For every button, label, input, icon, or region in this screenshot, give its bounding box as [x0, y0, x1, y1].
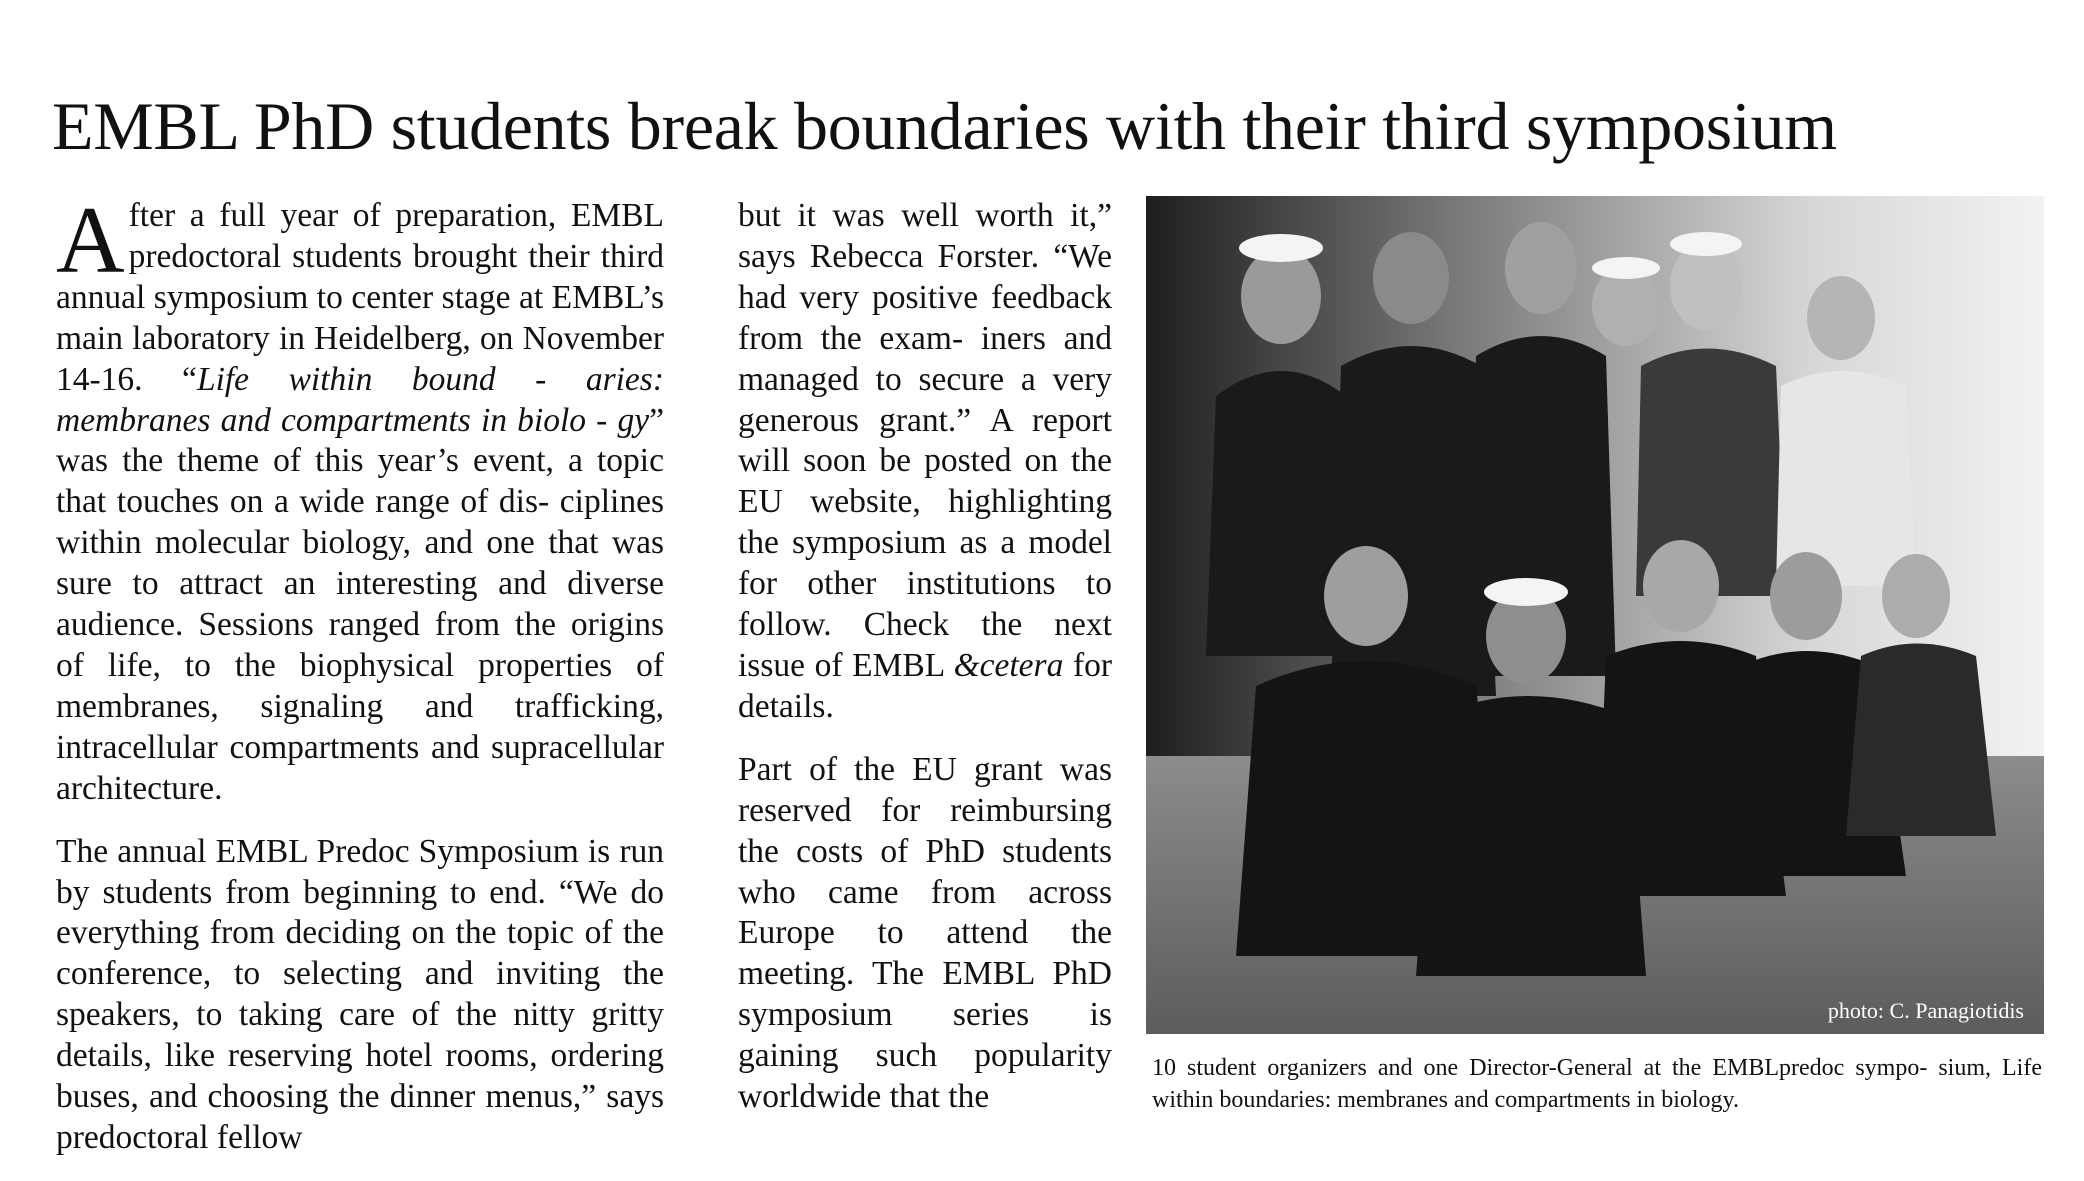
article-headline: EMBL PhD students break boundaries with their third symposium	[52, 88, 1837, 164]
paragraph-1	[56, 187, 664, 810]
paragraph-2: The annual EMBL Predoc Symposium is run by students from beginning to end. “We do everything from deciding on the topic of the conference, to selecting and inviting the speakers, to taking care of the nitty gritty details, like reserving hotel rooms, ordering buses, and choosing the dinner menus,” says predoctoral fellow	[56, 832, 664, 1156]
paragraph-3-text-a: but it was well worth it,” says Rebecca Forster. “We had very positive feedback from the exam- iners and managed to secure a very generous grant.” A report will soon be posted on the EU website, highlighting the symposium as a model for other institutions to follow. Check the next issue of EMBL	[738, 197, 1112, 684]
group-photo-image	[1146, 196, 2044, 1034]
photo-caption: 10 student organizers and one Director-General at the EMBLpredoc sympo- sium, Life within boundaries: membranes and compartments in biology.	[1152, 1055, 2042, 1113]
photo-credit: photo: C. Panagiotidis	[1827, 998, 2024, 1023]
article-column-2	[738, 196, 1112, 1140]
paragraph-3-text-c: for details.	[738, 646, 1112, 725]
paragraph-1-text-c: ” was the theme of this year’s event, a topic that touches on a wide range of dis- ciplines within molecular biology, and one that was sure to attract an interesting and diverse audience. Sessions ranged from the origins of life, to the biophysical properties of membranes, signaling and trafficking, intracellular compartments and supracellular architecture.	[56, 401, 664, 807]
symposium-theme: Life within bound - aries: membranes and compartments in biolo - gy	[56, 360, 664, 439]
drop-cap: A	[56, 187, 125, 293]
article-column-1	[56, 187, 664, 1181]
etcetera-title: &cetera	[953, 646, 1064, 684]
group-photo	[1146, 196, 2044, 1034]
paragraph-4: Part of the EU grant was reserved for reimbursing the costs of PhD students who came from across Europe to attend the meeting. The EMBL PhD symposium series is gaining such popularity worldwide that the	[738, 750, 1112, 1116]
paragraph-1-text-a: fter a full year of preparation, EMBL predoctoral students brought their third annual symposium to center stage at EMBL’s main laboratory in Heidelberg, on November 14-16. “	[56, 197, 664, 398]
paragraph-3	[738, 196, 1112, 728]
